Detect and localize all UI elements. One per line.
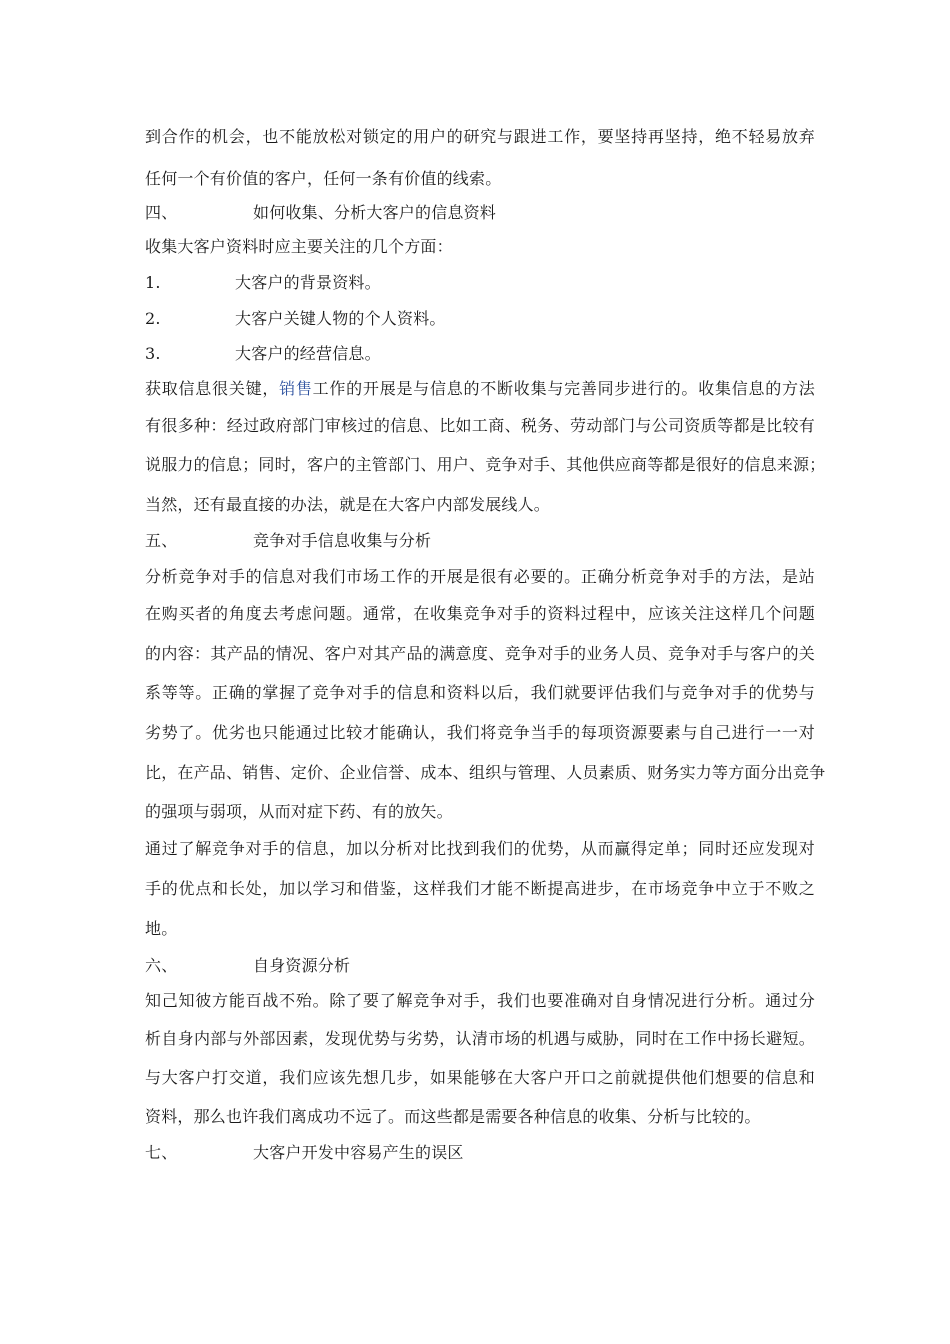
section-5-p2-line-2: 手的优点和长处，加以学习和借鉴，这样我们才能不断提高进步，在市场竞争中立于不败之 [145, 879, 815, 898]
section-5-p1-line-5: 劣势了。优劣也只能通过比较才能确认，我们将竞争当手的每项资源要素与自己进行一一对 [145, 723, 815, 742]
section-4-lead: 收集大客户资料时应主要关注的几个方面： [145, 237, 453, 256]
section-4-para-line-3: 说服力的信息；同时，客户的主管部门、用户、竞争对手、其他供应商等都是很好的信息来源； [145, 455, 826, 474]
list-item-text: 大客户关键人物的个人资料。 [235, 309, 446, 328]
section-5-p2-line-1: 通过了解竞争对手的信息，加以分析对比找到我们的优势，从而赢得定单；同时还应发现对 [145, 839, 815, 858]
section-5-p1-line-3: 的内容：其产品的情况、客户对其产品的满意度、竞争对手的业务人员、竞争对手与客户的关 [145, 644, 815, 663]
list-item-1 [145, 271, 815, 295]
section-4-para-line-1 [145, 377, 815, 401]
section-6-p1-line-2: 析自身内部与外部因素，发现优势与劣势，认清市场的机遇与威胁，同时在工作中扬长避短。 [145, 1029, 815, 1048]
list-item-text: 大客户的经营信息。 [235, 344, 381, 363]
list-item-text: 大客户的背景资料。 [235, 273, 381, 292]
intro-line-2: 任何一个有价值的客户，任何一条有价值的线索。 [145, 169, 502, 188]
section-6-p1-line-3: 与大客户打交道，我们应该先想几步，如果能够在大客户开口之前就提供他们想要的信息和 [145, 1068, 815, 1087]
list-item-number: 1. [145, 273, 161, 292]
section-6-number: 六、 [145, 956, 178, 975]
list-item-number: 3. [145, 344, 161, 363]
section-6-heading [145, 954, 815, 978]
list-item-2 [145, 307, 815, 331]
section-7-number: 七、 [145, 1143, 178, 1162]
sales-link[interactable]: 销售 [279, 379, 313, 398]
section-5-p1-line-6: 比，在产品、销售、定价、企业信誉、成本、组织与管理、人员素质、财务实力等方面分出竞争 [145, 763, 826, 782]
section-5-number: 五、 [145, 531, 178, 550]
section-7-title: 大客户开发中容易产生的误区 [253, 1143, 464, 1162]
section-5-p2-line-3: 地。 [145, 919, 178, 938]
para-text: 工作的开展是与信息的不断收集与完善同步进行的。收集信息的方法 [312, 379, 815, 398]
para-text: 获取信息很关键， [145, 379, 280, 398]
section-4-para-line-2: 有很多种：经过政府部门审核过的信息、比如工商、税务、劳动部门与公司资质等都是比较有 [145, 416, 815, 435]
intro-line-1: 到合作的机会，也不能放松对锁定的用户的研究与跟进工作，要坚持再坚持，绝不轻易放弃 [145, 127, 815, 146]
section-5-p1-line-2: 在购买者的角度去考虑问题。通常，在收集竞争对手的资料过程中，应该关注这样几个问题 [145, 604, 815, 623]
section-6-title: 自身资源分析 [253, 956, 351, 975]
section-4-title: 如何收集、分析大客户的信息资料 [253, 203, 497, 222]
section-5-p1-line-1: 分析竞争对手的信息对我们市场工作的开展是很有必要的。正确分析竞争对手的方法，是站 [145, 567, 815, 586]
list-item-3 [145, 342, 815, 366]
section-6-p1-line-1: 知己知彼方能百战不殆。除了要了解竞争对手，我们也要准确对自身情况进行分析。通过分 [145, 991, 815, 1010]
section-4-para-line-4: 当然，还有最直接的办法，就是在大客户内部发展线人。 [145, 495, 551, 514]
list-item-number: 2. [145, 309, 161, 328]
section-4-number: 四、 [145, 203, 178, 222]
section-6-p1-line-4: 资料，那么也许我们离成功不远了。而这些都是需要各种信息的收集、分析与比较的。 [145, 1107, 761, 1126]
section-4-heading [145, 201, 815, 225]
section-5-heading [145, 529, 815, 553]
section-5-p1-line-4: 系等等。正确的掌握了竞争对手的信息和资料以后，我们就要评估我们与竞争对手的优势与 [145, 683, 815, 702]
section-7-heading [145, 1141, 815, 1165]
section-5-title: 竞争对手信息收集与分析 [253, 531, 432, 550]
section-5-p1-line-7: 的强项与弱项，从而对症下药、有的放矢。 [145, 802, 453, 821]
